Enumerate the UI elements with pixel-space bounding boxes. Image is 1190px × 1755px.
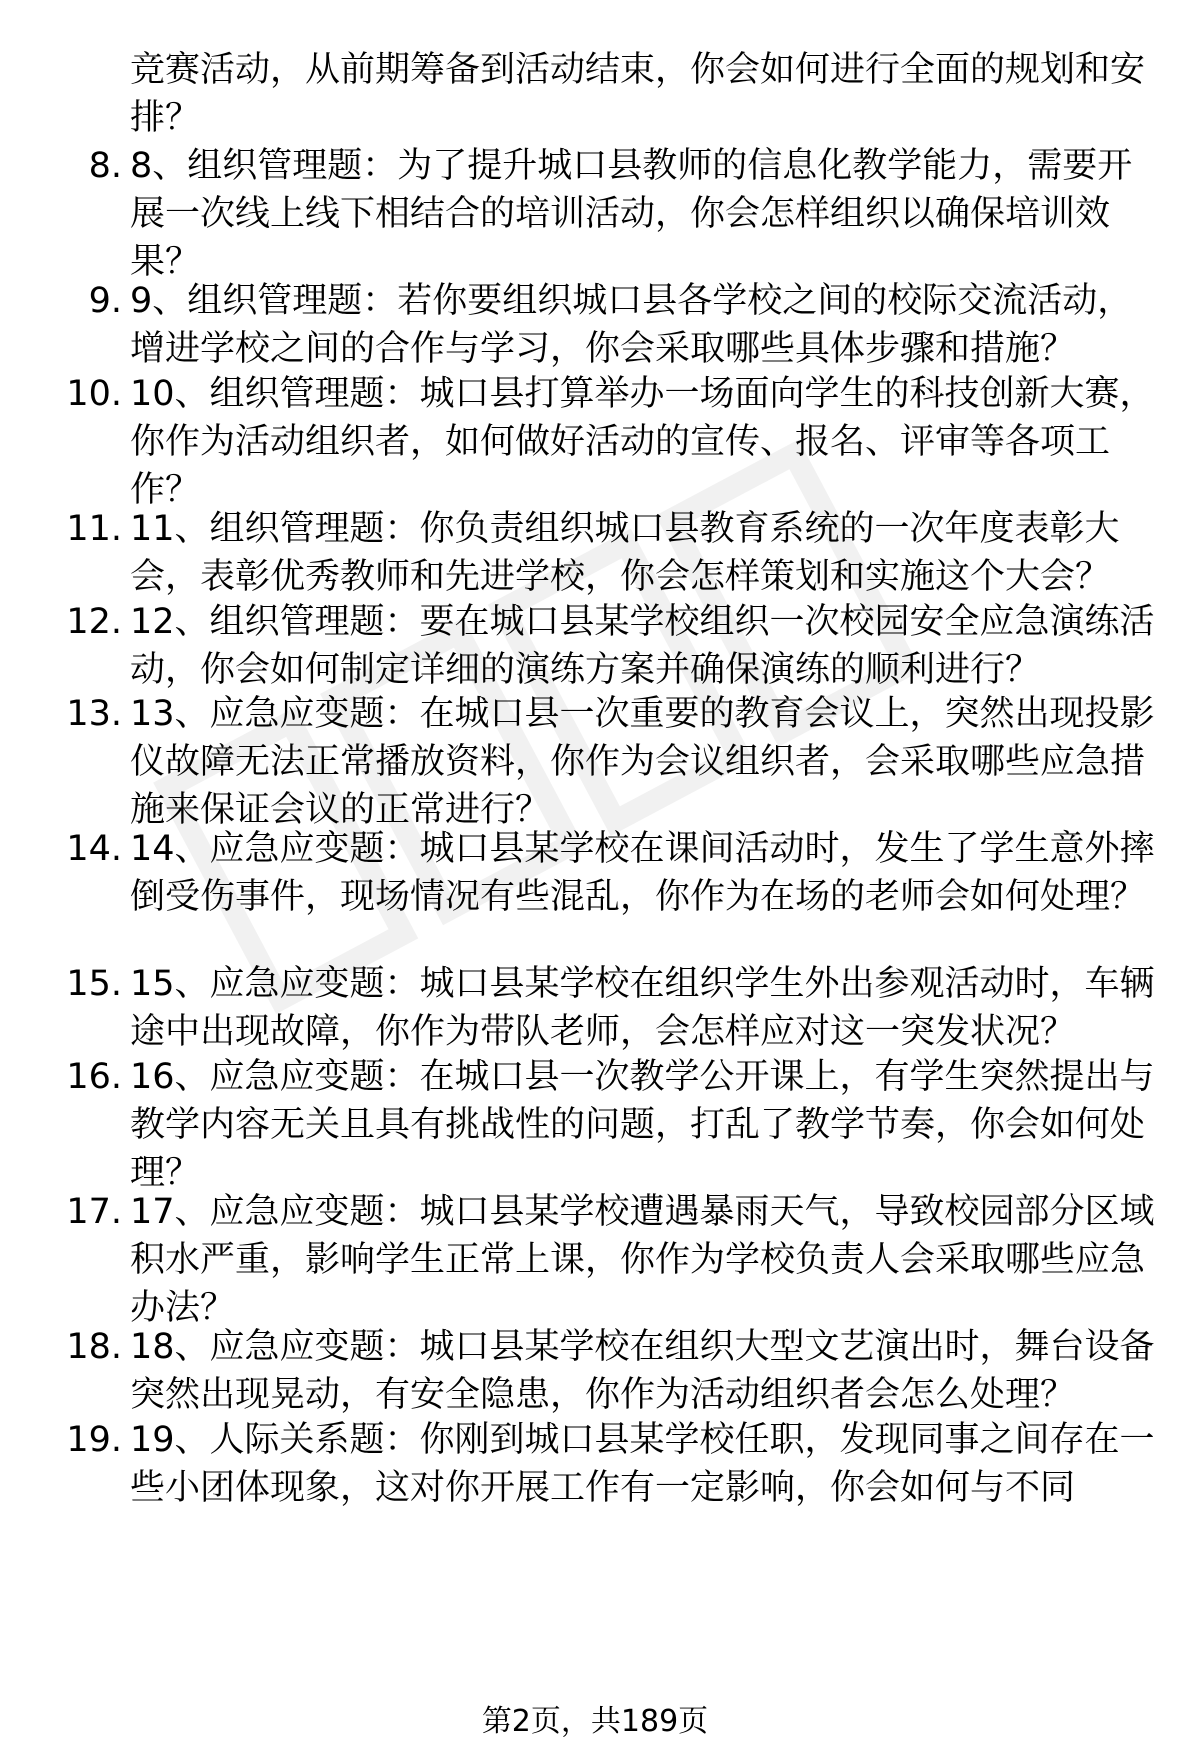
item-text: 18、应急应变题：城口县某学校在组织大型文艺演出时，舞台设备突然出现晃动，有安全隐患，你作为活动组织者会怎么处理？ (130, 1327, 1155, 1415)
item-text: 16、应急应变题：在城口县一次教学公开课上，有学生突然提出与教学内容无关且具有挑战性的问题，打乱了教学节奏，你会如何处理？ (130, 1057, 1155, 1193)
item-number: 12. (66, 602, 122, 642)
item-number: 16. (66, 1057, 122, 1097)
item-text: 12、组织管理题：要在城口县某学校组织一次校园安全应急演练活动，你会如何制定详细的演练方案并确保演练的顺利进行？ (130, 602, 1155, 690)
item-text: 9、组织管理题：若你要组织城口县各学校之间的校际交流活动，增进学校之间的合作与学习，你会采取哪些具体步骤和措施？ (130, 281, 1133, 369)
item-text: 11、组织管理题：你负责组织城口县教育系统的一次年度表彰大会，表彰优秀教师和先进学校，你会怎样策划和实施这个大会？ (130, 509, 1120, 597)
item-number: 18. (66, 1327, 122, 1367)
item-text: 17、应急应变题：城口县某学校遭遇暴雨天气，导致校园部分区域积水严重，影响学生正常上课，你作为学校负责人会采取哪些应急办法？ (130, 1192, 1155, 1328)
item-text: 19、人际关系题：你刚到城口县某学校任职，发现同事之间存在一些小团体现象，这对你开展工作有一定影响，你会如何与不同 (130, 1420, 1155, 1508)
item-number: 15. (66, 964, 122, 1004)
item-number: 9. (88, 281, 122, 321)
item-number: 10. (66, 374, 122, 414)
item-number: 11. (66, 509, 122, 549)
item-text: 8、组织管理题：为了提升城口县教师的信息化教学能力，需要开展一次线上线下相结合的培训活动，你会怎样组织以确保培训效果？ (130, 146, 1133, 282)
item-text: 13、应急应变题：在城口县一次重要的教育会议上，突然出现投影仪故障无法正常播放资料，你作为会议组织者，会采取哪些应急措施来保证会议的正常进行？ (130, 694, 1155, 830)
item-number: 19. (66, 1420, 122, 1460)
item-text: 14、应急应变题：城口县某学校在课间活动时，发生了学生意外摔倒受伤事件，现场情况有些混乱，你作为在场的老师会如何处理？ (130, 829, 1155, 917)
page-footer: 第2页，共189页 (481, 1704, 709, 1739)
item-number: 13. (66, 694, 122, 734)
item-text: 15、应急应变题：城口县某学校在组织学生外出参观活动时，车辆途中出现故障，你作为带队老师，会怎样应对这一突发状况？ (130, 964, 1155, 1052)
item-number: 8. (88, 146, 122, 186)
item-number: 17. (66, 1192, 122, 1232)
item-text: 10、组织管理题：城口县打算举办一场面向学生的科技创新大赛，你作为活动组织者，如何做好活动的宣传、报名、评审等各项工作？ (130, 374, 1155, 510)
continuation-text: 竞赛活动，从前期筹备到活动结束，你会如何进行全面的规划和安排？ (130, 50, 1146, 138)
item-number: 14. (66, 829, 122, 869)
